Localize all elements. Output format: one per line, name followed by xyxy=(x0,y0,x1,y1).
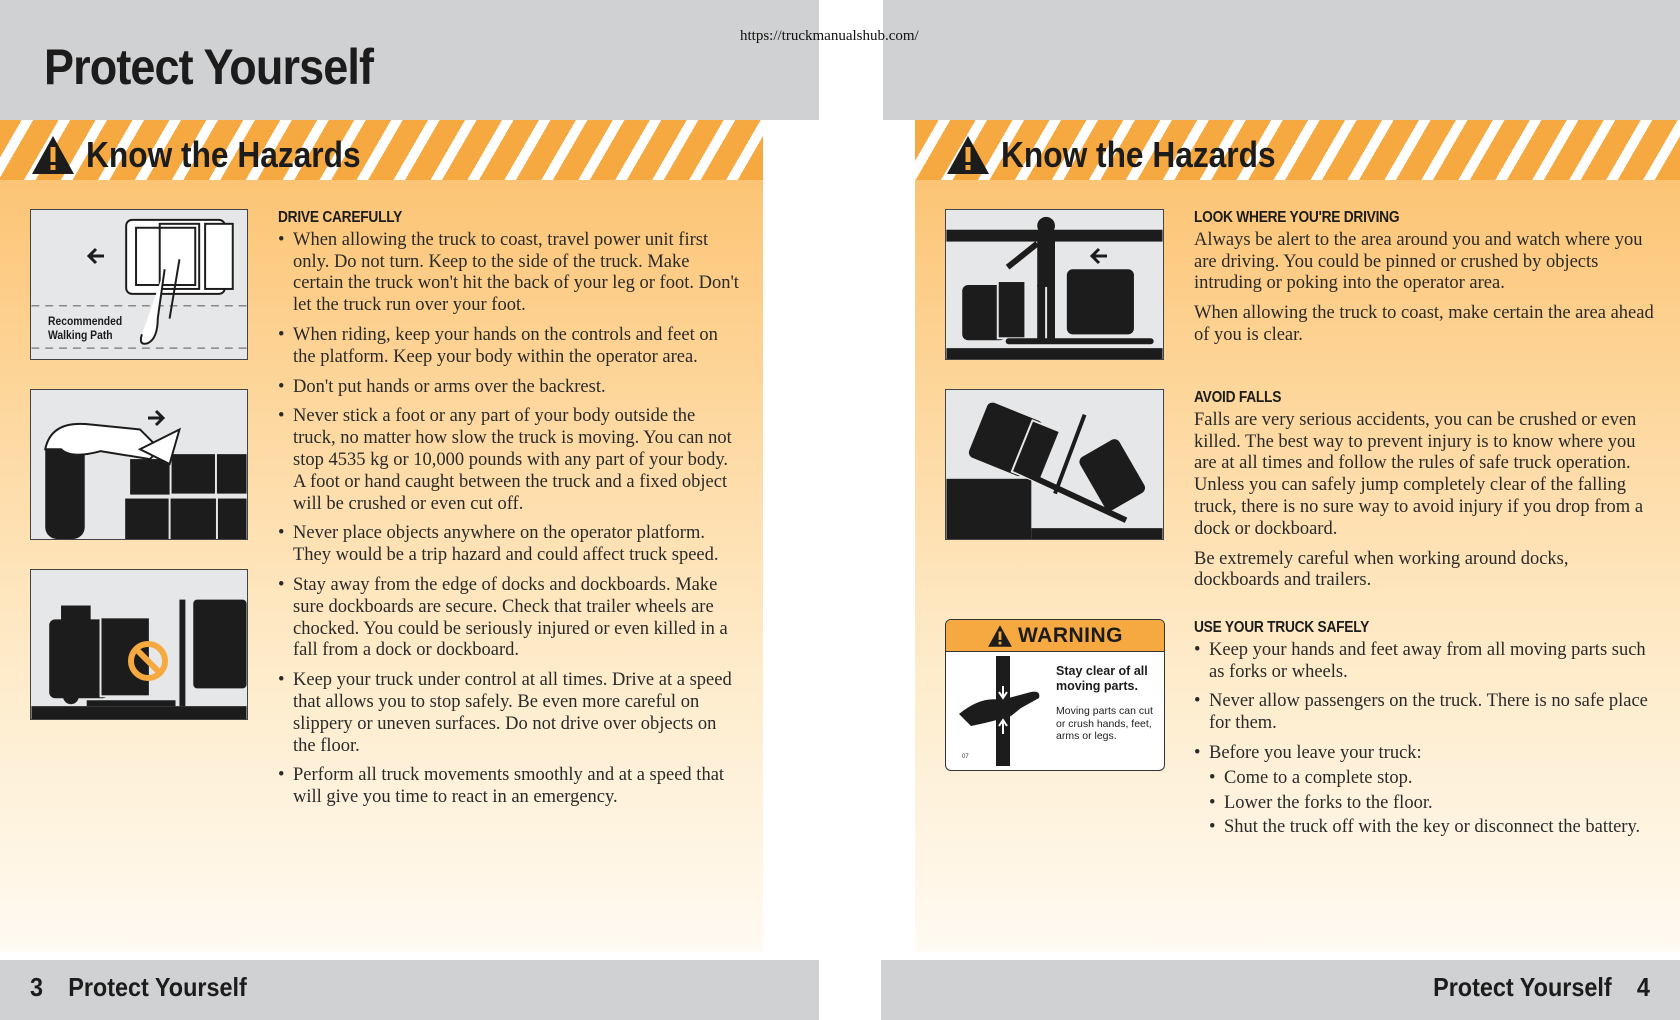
section-title-left xyxy=(30,134,398,176)
safely-heading: USE YOUR TRUCK SAFELY xyxy=(1194,619,1370,636)
header-band-right xyxy=(883,0,1680,120)
drive-bullet: • Perform all truck movements smoothly and at a speed that will give you time to react in an emergency. xyxy=(278,765,740,809)
operator-watching-drawing xyxy=(946,210,1163,359)
warning-code: 07 xyxy=(962,754,969,760)
source-url[interactable]: https://truckmanualshub.com/ xyxy=(740,28,919,44)
safely-section xyxy=(1194,617,1654,842)
safely-bullet: • Before you leave your truck: xyxy=(1194,743,1654,765)
walking-path-label-1: Recommended xyxy=(48,316,123,328)
falls-para-2: Be extremely careful when working around docks, dockboards and trailers. xyxy=(1194,548,1569,591)
page-title: Protect Yourself xyxy=(44,39,374,95)
section-title-text: Know the Hazards xyxy=(86,134,361,175)
footer-left xyxy=(30,972,247,1003)
safely-bullet: • Keep your hands and feet away from all moving parts such as forks or wheels. xyxy=(1194,640,1654,684)
section-title-right xyxy=(945,134,1313,176)
warning-label xyxy=(945,619,1165,771)
truck-falling-drawing xyxy=(946,390,1163,539)
drive-bullet: • Never place objects anywhere on the operator platform. They would be a trip hazard and could affect truck speed. xyxy=(278,523,740,567)
falls-section xyxy=(1194,387,1654,600)
warning-text: WARNING xyxy=(1018,623,1123,647)
safely-sub-bullet: • Lower the forks to the floor. xyxy=(1194,793,1654,815)
crush-hand-icon xyxy=(951,656,1053,766)
safely-bullet: • Never allow passengers on the truck. There is no safe place for them. xyxy=(1194,691,1654,735)
warning-triangle-icon xyxy=(945,134,991,176)
no-symbol-icon xyxy=(127,640,169,682)
drive-bullet: • When allowing the truck to coast, travel power unit first only. Do not turn. Keep to the side of the truck. Make certain the truck won't hit the back of your leg or foot. Don't let the truck run over your foot. xyxy=(278,230,740,317)
falls-heading: AVOID FALLS xyxy=(1194,389,1282,406)
warning-triangle-icon xyxy=(987,624,1013,648)
drive-carefully-heading: DRIVE CAREFULLY xyxy=(278,209,403,226)
arrow-right-icon xyxy=(146,408,166,428)
drive-carefully-section xyxy=(278,207,740,817)
warning-header xyxy=(946,620,1164,652)
walking-path-label-2: Walking Path xyxy=(48,330,113,342)
safely-sub-bullet: • Come to a complete stop. xyxy=(1194,768,1654,790)
warning-sub-text: Moving parts can cut or crush hands, feet, arms or legs. xyxy=(1056,705,1153,742)
arrow-left-icon xyxy=(1089,246,1109,266)
drive-bullet: • Never stick a foot or any part of your body outside the truck, no matter how slow the truck is moving. You can not stop 4535 kg or 10,000 pounds with any part of your body. A foot or hand caught between the truck and a fixed object will be crushed or even cut off. xyxy=(278,406,740,515)
platform-objects-illustration xyxy=(30,569,248,720)
warning-triangle-icon xyxy=(30,134,76,176)
backrest-hand-illustration xyxy=(30,389,248,540)
falls-para-1: Falls are very serious accidents, you can be crushed or even killed. The best way to prevent injury is to know where you are at all times and follow the rules of safe truck operation. Unless you can safely jump completely clear of the falling truck, there is no sure way to avoid injury if you drop from a dock or dockboard. xyxy=(1194,409,1644,539)
page-number-left: 3 xyxy=(30,972,44,1002)
page-number-right: 4 xyxy=(1636,972,1650,1002)
warning-main-text: Stay clear of all moving parts. xyxy=(1056,664,1148,693)
footer-right xyxy=(1433,972,1650,1003)
truck-falling-illustration xyxy=(945,389,1164,540)
arrow-left-icon xyxy=(86,246,106,266)
look-para-2: When allowing the truck to coast, make certain the area ahead of you is clear. xyxy=(1194,303,1654,345)
safely-sub-bullet: • Shut the truck off with the key or disconnect the battery. xyxy=(1194,817,1654,839)
drive-bullet: • Stay away from the edge of docks and dockboards. Make sure dockboards are secure. Check that trailer wheels are chocked. You could be seriously injured or even killed in a fall from a dock or dockboard. xyxy=(278,575,740,662)
walking-path-illustration xyxy=(30,209,248,360)
footer-title-left: Protect Yourself xyxy=(68,972,247,1002)
drive-bullet: • When riding, keep your hands on the controls and feet on the platform. Keep your body within the operator area. xyxy=(278,325,740,369)
look-section xyxy=(1194,207,1654,355)
drive-bullet: • Keep your truck under control at all times. Drive at a speed that allows you to stop safely. Be even more careful on slippery or uneven surfaces. Do not drive over objects on the floor. xyxy=(278,670,740,757)
section-title-text: Know the Hazards xyxy=(1001,134,1276,175)
look-heading: LOOK WHERE YOU'RE DRIVING xyxy=(1194,209,1400,226)
footer-title-right: Protect Yourself xyxy=(1433,972,1612,1002)
operator-watching-illustration xyxy=(945,209,1164,360)
backrest-hand-drawing xyxy=(31,390,247,539)
drive-bullet: • Don't put hands or arms over the backrest. xyxy=(278,377,740,399)
look-para-1: Always be alert to the area around you and watch where you are driving. You could be pinned or crushed by objects intruding or poking into the operator area. xyxy=(1194,229,1643,294)
